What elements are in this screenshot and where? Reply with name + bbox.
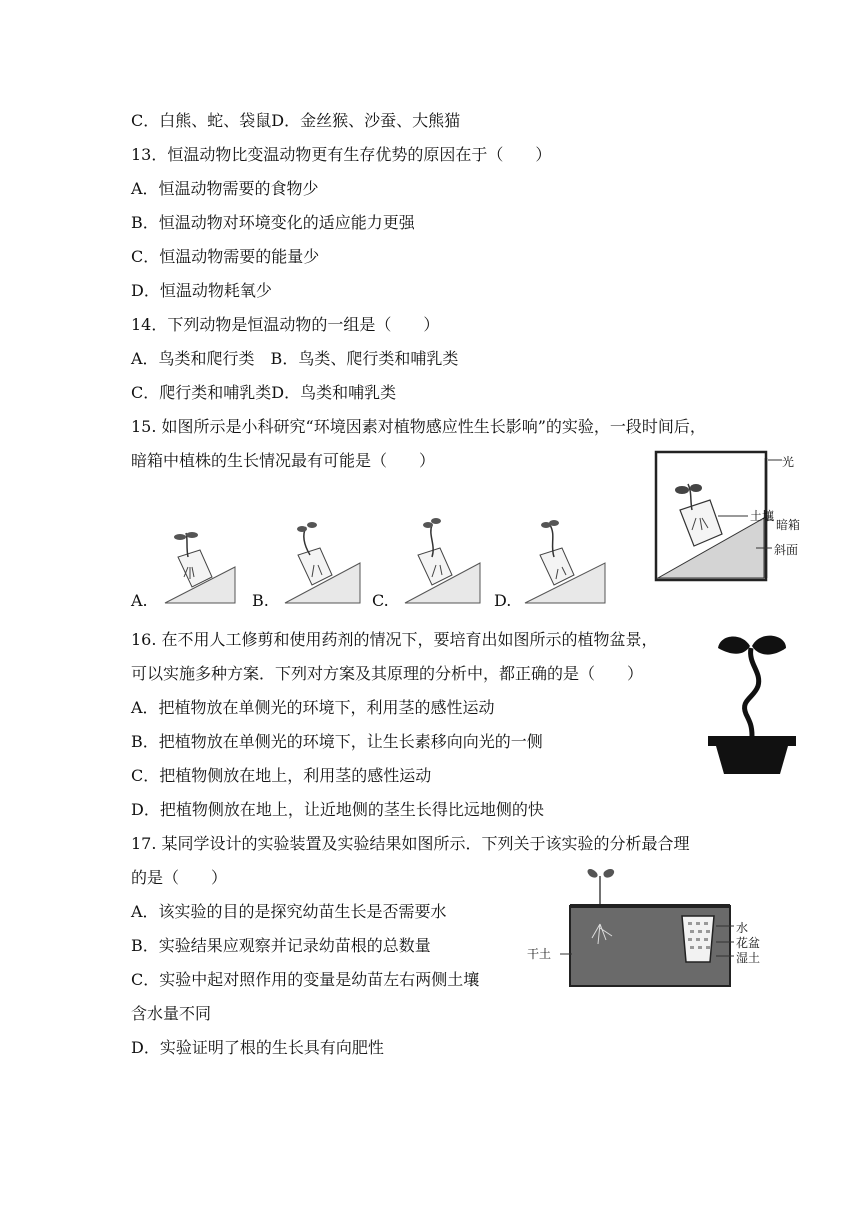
q15-option-a-figure [165,532,235,603]
q15-option-c-figure [405,518,480,603]
q15-option-b-label: B. [252,591,269,610]
q17-apparatus-figure [560,866,760,991]
question-17-cont: 的是（ ） [131,868,228,887]
label-dry-soil: 干土 [527,947,552,961]
q16-option-b: B．把植物放在单侧光的环境下，让生长素移向向光的一侧 [131,732,543,751]
label-pot: 花盆 [736,936,761,950]
q17-option-c-cont: 含水量不同 [131,1004,212,1023]
label-soil: 土壤 [750,509,775,523]
q13-option-b: B．恒温动物对环境变化的适应能力更强 [131,213,415,232]
question-17: 17. 某同学设计的实验装置及实验结果如图所示．下列关于该实验的分析最合理 [131,834,690,853]
label-darkbox: 暗箱 [776,518,801,532]
q15-option-d-label: D. [494,591,512,610]
label-light: 光 [782,455,795,469]
q14-options-ab: A．鸟类和爬行类 B．鸟类、爬行类和哺乳类 [131,349,459,368]
q16-bonsai-figure [702,634,802,779]
q13-option-c: C．恒温动物需要的能量少 [131,247,320,266]
q16-option-c: C．把植物侧放在地上，利用茎的感性运动 [131,766,432,785]
q17-option-c: C．实验中起对照作用的变量是幼苗左右两侧土壤 [131,970,480,989]
q17-option-d: D．实验证明了根的生长具有向肥性 [131,1038,384,1057]
question-16-cont: 可以实施多种方案．下列对方案及其原理的分析中，都正确的是（ ） [131,664,644,683]
q12-option-c: C．白熊、蛇、袋鼠D．金丝猴、沙蚕、大熊猫 [131,111,461,130]
q15-option-b-figure [285,522,360,603]
question-16: 16. 在不用人工修剪和使用药剂的情况下，要培育出如图所示的植物盆景， [131,630,658,649]
q16-option-a: A．把植物放在单侧光的环境下，利用茎的感性运动 [131,698,495,717]
q14-options-cd: C．爬行类和哺乳类D．鸟类和哺乳类 [131,383,397,402]
q15-option-a-label: A. [131,591,148,610]
q13-option-d: D．恒温动物耗氧少 [131,281,272,300]
q15-option-c-label: C. [372,591,389,610]
q15-options-figure [130,515,610,610]
q17-option-b: B．实验结果应观察并记录幼苗根的总数量 [131,936,431,955]
label-slope: 斜面 [774,543,799,557]
q17-option-a: A．该实验的目的是探究幼苗生长是否需要水 [131,902,447,921]
question-14: 14．下列动物是恒温动物的一组是（ ） [131,315,440,334]
question-15: 15. 如图所示是小科研究“环境因素对植物感应性生长影响”的实验，一段时间后， [131,417,706,436]
question-13: 13．恒温动物比变温动物更有生存优势的原因在于（ ） [131,145,552,164]
q15-option-d-figure [525,520,605,603]
q16-option-d: D．把植物侧放在地上，让近地侧的茎生长得比远地侧的快 [131,800,544,819]
label-wet-soil: 湿土 [736,951,761,965]
question-15-cont: 暗箱中植株的生长情况最有可能是（ ） [131,451,436,470]
label-water: 水 [736,921,749,935]
q13-option-a: A．恒温动物需要的食物少 [131,179,319,198]
